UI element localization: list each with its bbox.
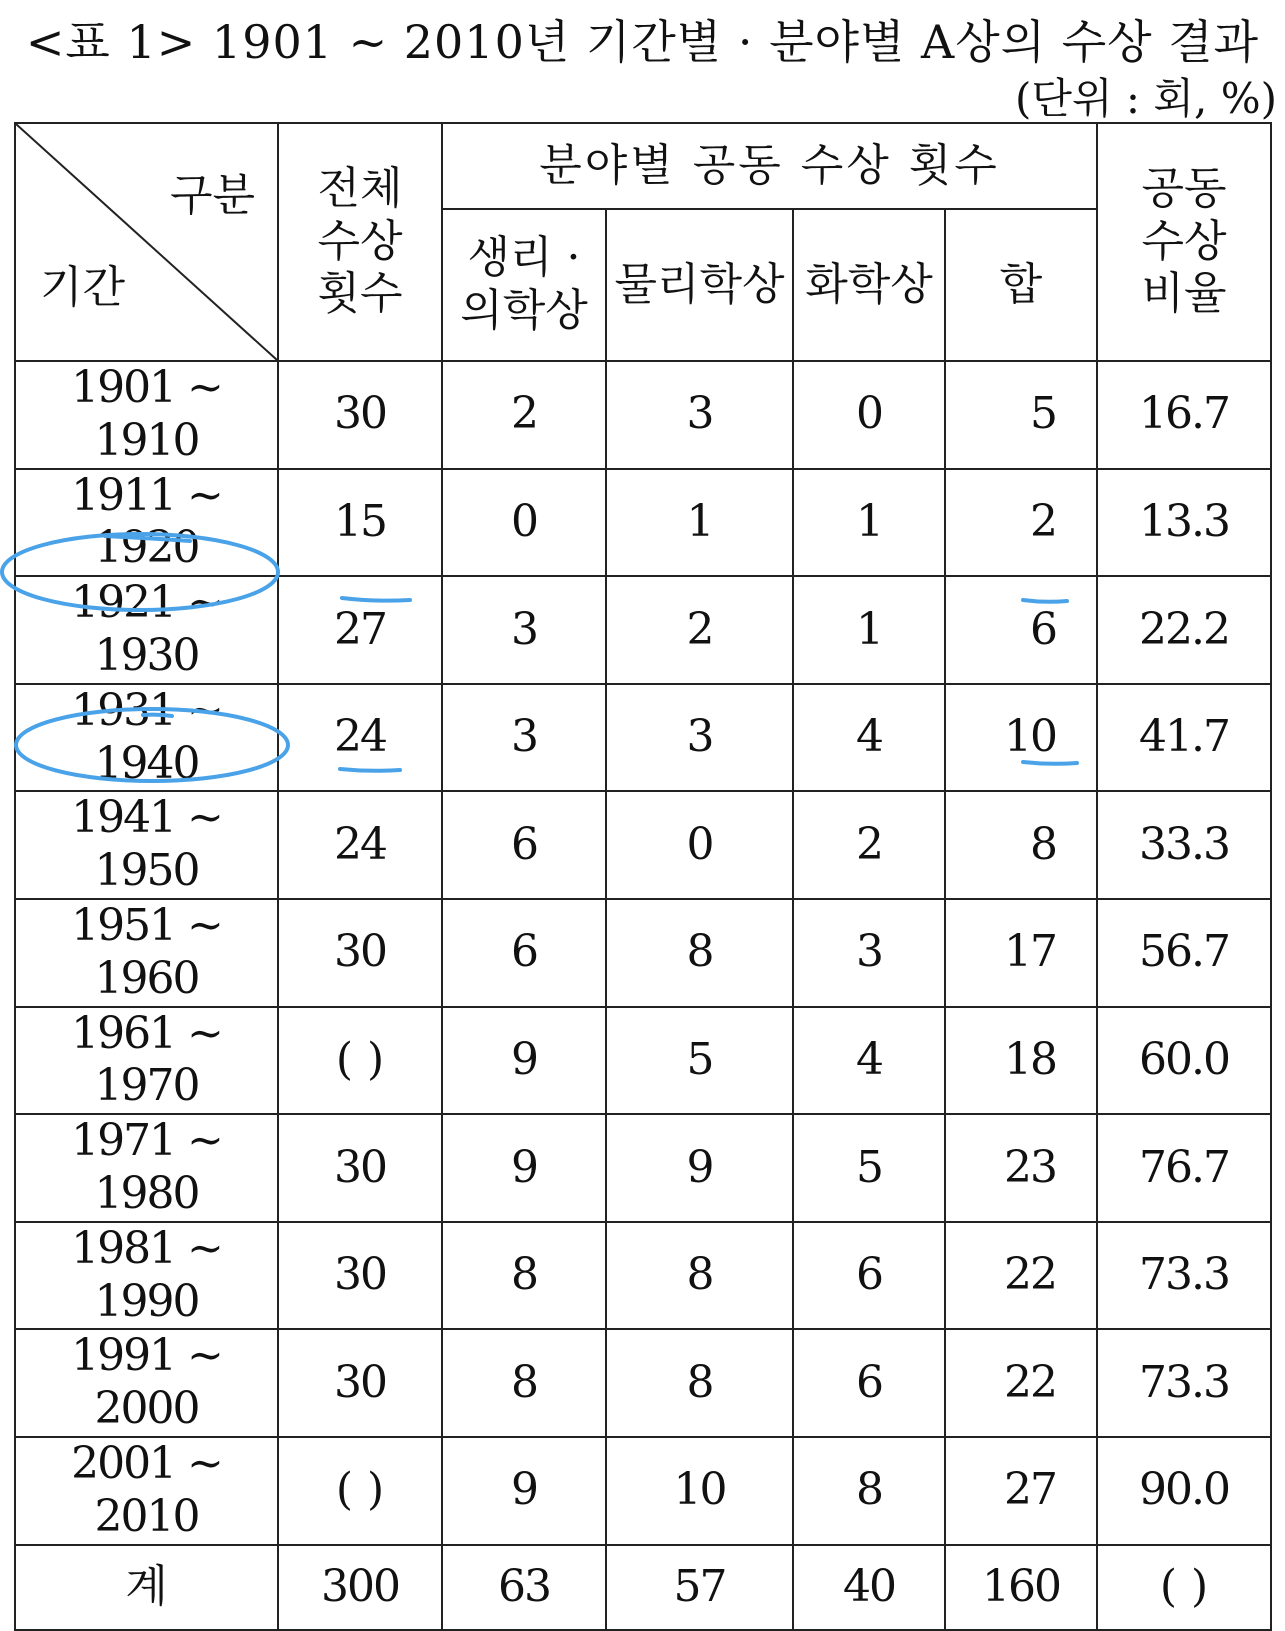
cell-chemistry: 5 [793,1114,945,1222]
table-title: <표 1> 1901 ~ 2010년 기간별 · 분야별 A상의 수상 결과 [25,15,1260,69]
cell-physics: 10 [606,1437,793,1545]
cell-physiology: 9 [442,1007,606,1115]
award-table [14,122,1272,1631]
cell-sum: 22 [945,1329,1097,1437]
cell-period: 1951 ~ 1960 [15,899,278,1007]
cell-total: ( ) [278,1437,442,1545]
cell-sum: 6 [945,576,1097,684]
cell-sum: 23 [945,1114,1097,1222]
cell-sum: 17 [945,899,1097,1007]
cell-total: 24 [278,684,442,792]
cell-physiology: 9 [442,1437,606,1545]
total-header-line1: 전체 [317,162,403,214]
table-row [15,576,1271,684]
unit-label: (단위 : 회, %) [1015,74,1277,123]
cell-physiology: 0 [442,469,606,577]
table-row [15,791,1271,899]
ratio-header-line1: 공동 [1141,162,1227,214]
cell-ratio: 13.3 [1097,469,1271,577]
category-label: 구분 [169,170,255,221]
totals-chemistry: 40 [793,1545,945,1630]
cell-ratio: 60.0 [1097,1007,1271,1115]
cell-total: ( ) [278,1007,442,1115]
cell-ratio: 33.3 [1097,791,1271,899]
cell-physiology: 9 [442,1114,606,1222]
totals-sum: 160 [945,1545,1097,1630]
cell-chemistry: 0 [793,361,945,469]
cell-period: 1981 ~ 1990 [15,1222,278,1330]
cell-physiology: 3 [442,684,606,792]
cell-period: 1961 ~ 1970 [15,1007,278,1115]
cell-ratio: 22.2 [1097,576,1271,684]
totals-row [15,1545,1271,1630]
sum-header: 합 [945,209,1097,361]
table-row [15,1437,1271,1545]
table-row [15,1329,1271,1437]
cell-sum: 8 [945,791,1097,899]
cell-physics: 3 [606,684,793,792]
cell-ratio: 73.3 [1097,1329,1271,1437]
cell-period: 2001 ~ 2010 [15,1437,278,1545]
total-header-line3: 횟수 [317,268,403,320]
table-row [15,1114,1271,1222]
cell-physics: 2 [606,576,793,684]
total-header-line2: 수상 [317,215,403,267]
cell-total: 30 [278,899,442,1007]
cell-period: 1901 ~ 1910 [15,361,278,469]
physics-header: 물리학상 [606,209,793,361]
cell-physics: 8 [606,1222,793,1330]
cell-physics: 3 [606,361,793,469]
cell-period: 1911 ~ 1920 [15,469,278,577]
cell-physics: 9 [606,1114,793,1222]
table-row [15,1007,1271,1115]
ratio-header [1097,123,1271,361]
period-label: 기간 [40,262,126,313]
diagonal-line [16,124,277,360]
totals-physiology: 63 [442,1545,606,1630]
cell-sum: 22 [945,1222,1097,1330]
cell-physics: 0 [606,791,793,899]
cell-ratio: 90.0 [1097,1437,1271,1545]
totals-total: 300 [278,1545,442,1630]
cell-physics: 1 [606,469,793,577]
cell-physiology: 6 [442,899,606,1007]
cell-period: 1921 ~ 1930 [15,576,278,684]
cell-physiology: 6 [442,791,606,899]
group-header: 분야별 공동 수상 횟수 [442,123,1097,209]
physiology-header-line2: 의학상 [460,285,588,336]
cell-chemistry: 2 [793,791,945,899]
cell-total: 30 [278,1114,442,1222]
cell-physics: 8 [606,899,793,1007]
table-body [15,361,1271,1545]
totals-label: 계 [15,1545,278,1630]
cell-sum: 27 [945,1437,1097,1545]
totals-physics: 57 [606,1545,793,1630]
cell-sum: 2 [945,469,1097,577]
cell-total: 30 [278,361,442,469]
cell-total: 27 [278,576,442,684]
cell-sum: 5 [945,361,1097,469]
cell-chemistry: 4 [793,684,945,792]
table-row [15,361,1271,469]
corner-header-cell [15,123,278,361]
cell-chemistry: 3 [793,899,945,1007]
cell-ratio: 73.3 [1097,1222,1271,1330]
cell-total: 24 [278,791,442,899]
physiology-header [442,209,606,361]
cell-chemistry: 6 [793,1329,945,1437]
cell-chemistry: 6 [793,1222,945,1330]
cell-ratio: 16.7 [1097,361,1271,469]
cell-period: 1971 ~ 1980 [15,1114,278,1222]
cell-ratio: 56.7 [1097,899,1271,1007]
table-row [15,684,1271,792]
table-row [15,899,1271,1007]
ratio-header-line3: 비율 [1141,268,1227,320]
cell-sum: 10 [945,684,1097,792]
cell-physiology: 3 [442,576,606,684]
physiology-header-line1: 생리 · [467,232,581,284]
cell-ratio: 41.7 [1097,684,1271,792]
ratio-header-line2: 수상 [1141,215,1227,267]
cell-physiology: 8 [442,1329,606,1437]
cell-period: 1941 ~ 1950 [15,791,278,899]
cell-sum: 18 [945,1007,1097,1115]
cell-physics: 8 [606,1329,793,1437]
cell-total: 30 [278,1329,442,1437]
totals-ratio: ( ) [1097,1545,1271,1630]
cell-chemistry: 8 [793,1437,945,1545]
table-row [15,469,1271,577]
cell-chemistry: 1 [793,576,945,684]
cell-physics: 5 [606,1007,793,1115]
chemistry-header: 화학상 [793,209,945,361]
cell-physiology: 2 [442,361,606,469]
cell-chemistry: 1 [793,469,945,577]
cell-physiology: 8 [442,1222,606,1330]
total-header [278,123,442,361]
cell-total: 15 [278,469,442,577]
cell-ratio: 76.7 [1097,1114,1271,1222]
cell-total: 30 [278,1222,442,1330]
cell-chemistry: 4 [793,1007,945,1115]
cell-period: 1991 ~ 2000 [15,1329,278,1437]
cell-period: 1931 ~ 1940 [15,684,278,792]
table-row [15,1222,1271,1330]
